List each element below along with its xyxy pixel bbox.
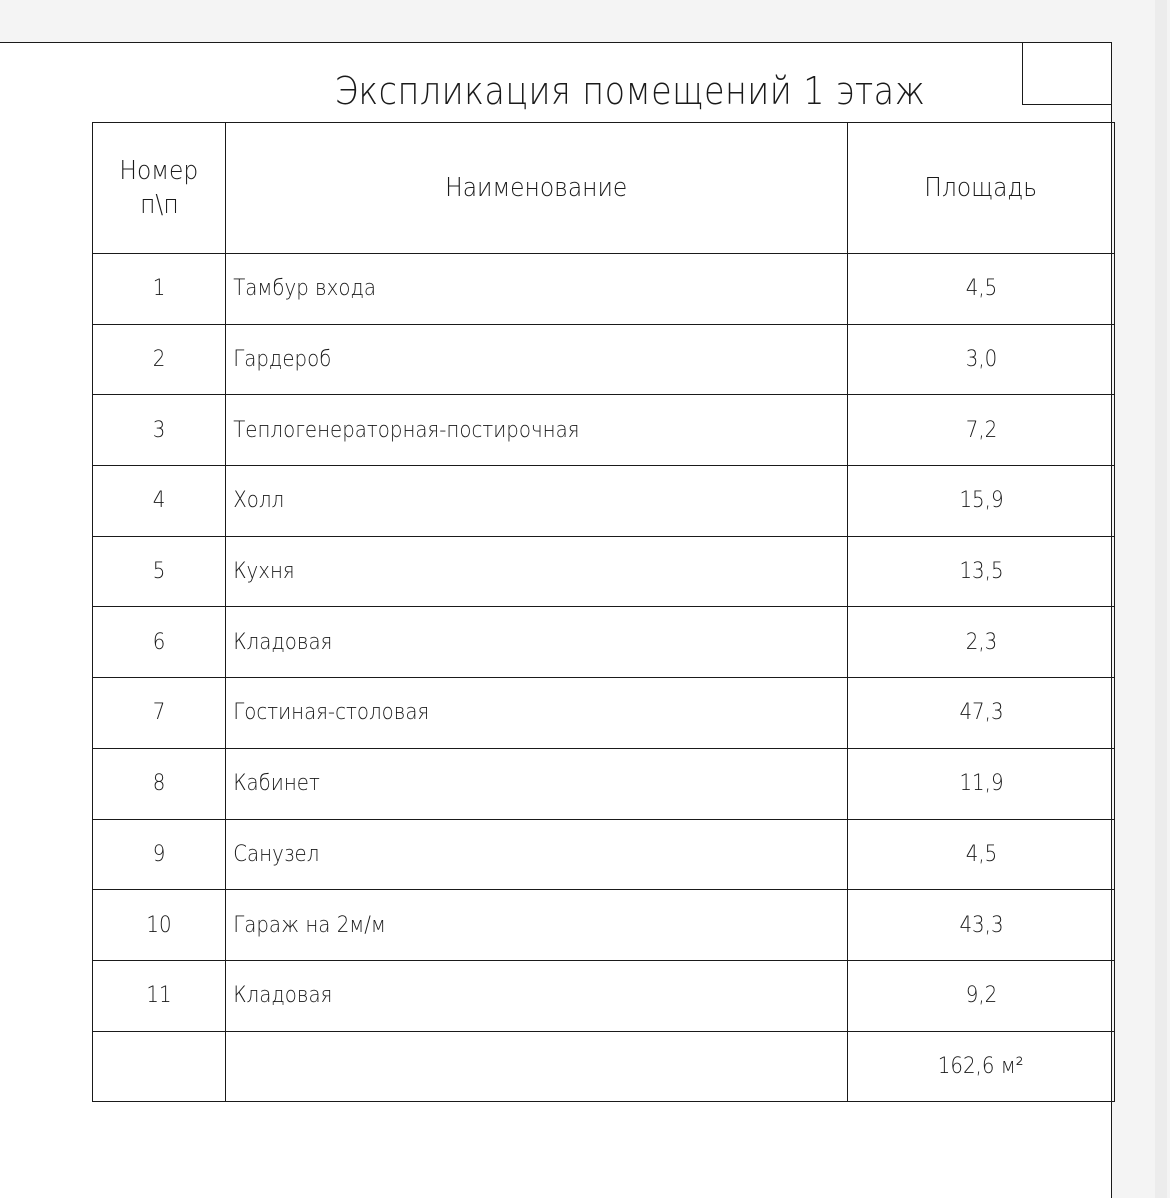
room-area-cell-text: 13,5 [958,559,1004,585]
table-row [93,748,1115,819]
room-name-cell-text: Кабинет [233,771,320,797]
room-name-cell [226,960,848,1031]
room-name-cell-text: Гараж на 2м/м [233,912,386,938]
room-number-cell-text: 9 [152,841,166,867]
room-area-cell [848,607,1115,678]
room-area-cell-text: 2,3 [965,629,997,655]
room-name-cell [226,748,848,819]
room-area-cell-text: 162,6 м² [938,1053,1024,1079]
drawing-sheet [0,42,1112,1198]
title-block-corner [1022,43,1112,105]
room-number-cell-text: 7 [152,700,166,726]
room-area-cell [848,748,1115,819]
table-row [93,890,1115,961]
room-number-cell [93,395,226,466]
table-row [93,536,1115,607]
room-name-cell [226,254,848,325]
room-number-cell [93,254,226,325]
room-name-cell [226,536,848,607]
room-number-cell [93,1031,226,1102]
room-name-cell-text: Кухня [233,559,295,585]
room-name-cell-text: Кладовая [233,629,333,655]
room-area-cell-text: 47,3 [958,700,1004,726]
room-number-cell [93,607,226,678]
table-row [93,324,1115,395]
room-number-cell [93,324,226,395]
room-number-cell [93,678,226,749]
room-area-cell [848,395,1115,466]
table-row [93,960,1115,1031]
room-name-cell-text: Гостиная-столовая [233,700,430,726]
room-area-cell [848,819,1115,890]
room-area-cell-text: 3,0 [965,347,997,373]
header-number-line1: Номер [119,156,199,186]
room-area-cell [848,1031,1115,1102]
room-number-cell-text: 2 [152,347,166,373]
room-number-cell [93,466,226,537]
room-area-cell-text: 9,2 [965,983,997,1009]
room-number-cell [93,748,226,819]
table-row [93,819,1115,890]
room-area-cell-text: 4,5 [965,276,997,302]
room-area-cell-text: 4,5 [965,841,997,867]
room-number-cell [93,536,226,607]
room-name-cell [226,819,848,890]
room-area-cell [848,254,1115,325]
room-number-cell-text: 5 [152,559,166,585]
table-row [93,678,1115,749]
room-number-cell [93,890,226,961]
header-number [93,123,226,254]
room-area-cell-text: 15,9 [958,488,1004,514]
room-number-cell-text: 11 [146,983,172,1009]
room-number-cell [93,960,226,1031]
room-area-cell [848,466,1115,537]
room-area-cell-text: 11,9 [958,771,1004,797]
scrollbar-track[interactable] [1155,0,1167,1198]
room-name-cell-text: Теплогенераторная-постирочная [233,417,580,443]
room-number-cell-text: 4 [152,488,166,514]
room-area-cell [848,960,1115,1031]
room-name-cell-text: Санузел [233,841,320,867]
room-name-cell-text: Холл [233,488,285,514]
room-area-cell [848,678,1115,749]
room-explication-table [92,122,1115,1102]
room-name-cell [226,678,848,749]
room-number-cell-text: 10 [146,912,172,938]
room-name-cell [226,607,848,678]
header-number-line2: п\п [139,190,179,220]
room-number-cell-text: 6 [152,629,166,655]
room-name-cell [226,1031,848,1102]
header-area [848,123,1115,254]
table-header-row [93,123,1115,254]
room-area-cell-text: 43,3 [958,912,1004,938]
table-row [93,607,1115,678]
room-area-cell [848,890,1115,961]
room-area-cell [848,536,1115,607]
room-number-cell-text: 1 [152,276,166,302]
header-area-label: Площадь [924,173,1038,203]
table-row [93,395,1115,466]
room-name-cell-text: Гардероб [233,347,332,373]
header-name-label: Наименование [445,173,628,203]
room-area-cell-text: 7,2 [965,417,997,443]
header-name [226,123,848,254]
room-number-cell [93,819,226,890]
room-number-cell-text: 3 [152,417,166,443]
room-name-cell-text: Тамбур входа [233,276,377,302]
room-name-cell [226,324,848,395]
table-row [93,254,1115,325]
page-title: Экспликация помещений 1 этаж [334,69,926,113]
table-row [93,466,1115,537]
room-name-cell [226,466,848,537]
room-name-cell-text: Кладовая [233,983,333,1009]
room-number-cell-text: 8 [152,771,166,797]
room-area-cell [848,324,1115,395]
room-name-cell [226,395,848,466]
table-total-row [93,1031,1115,1102]
room-name-cell [226,890,848,961]
